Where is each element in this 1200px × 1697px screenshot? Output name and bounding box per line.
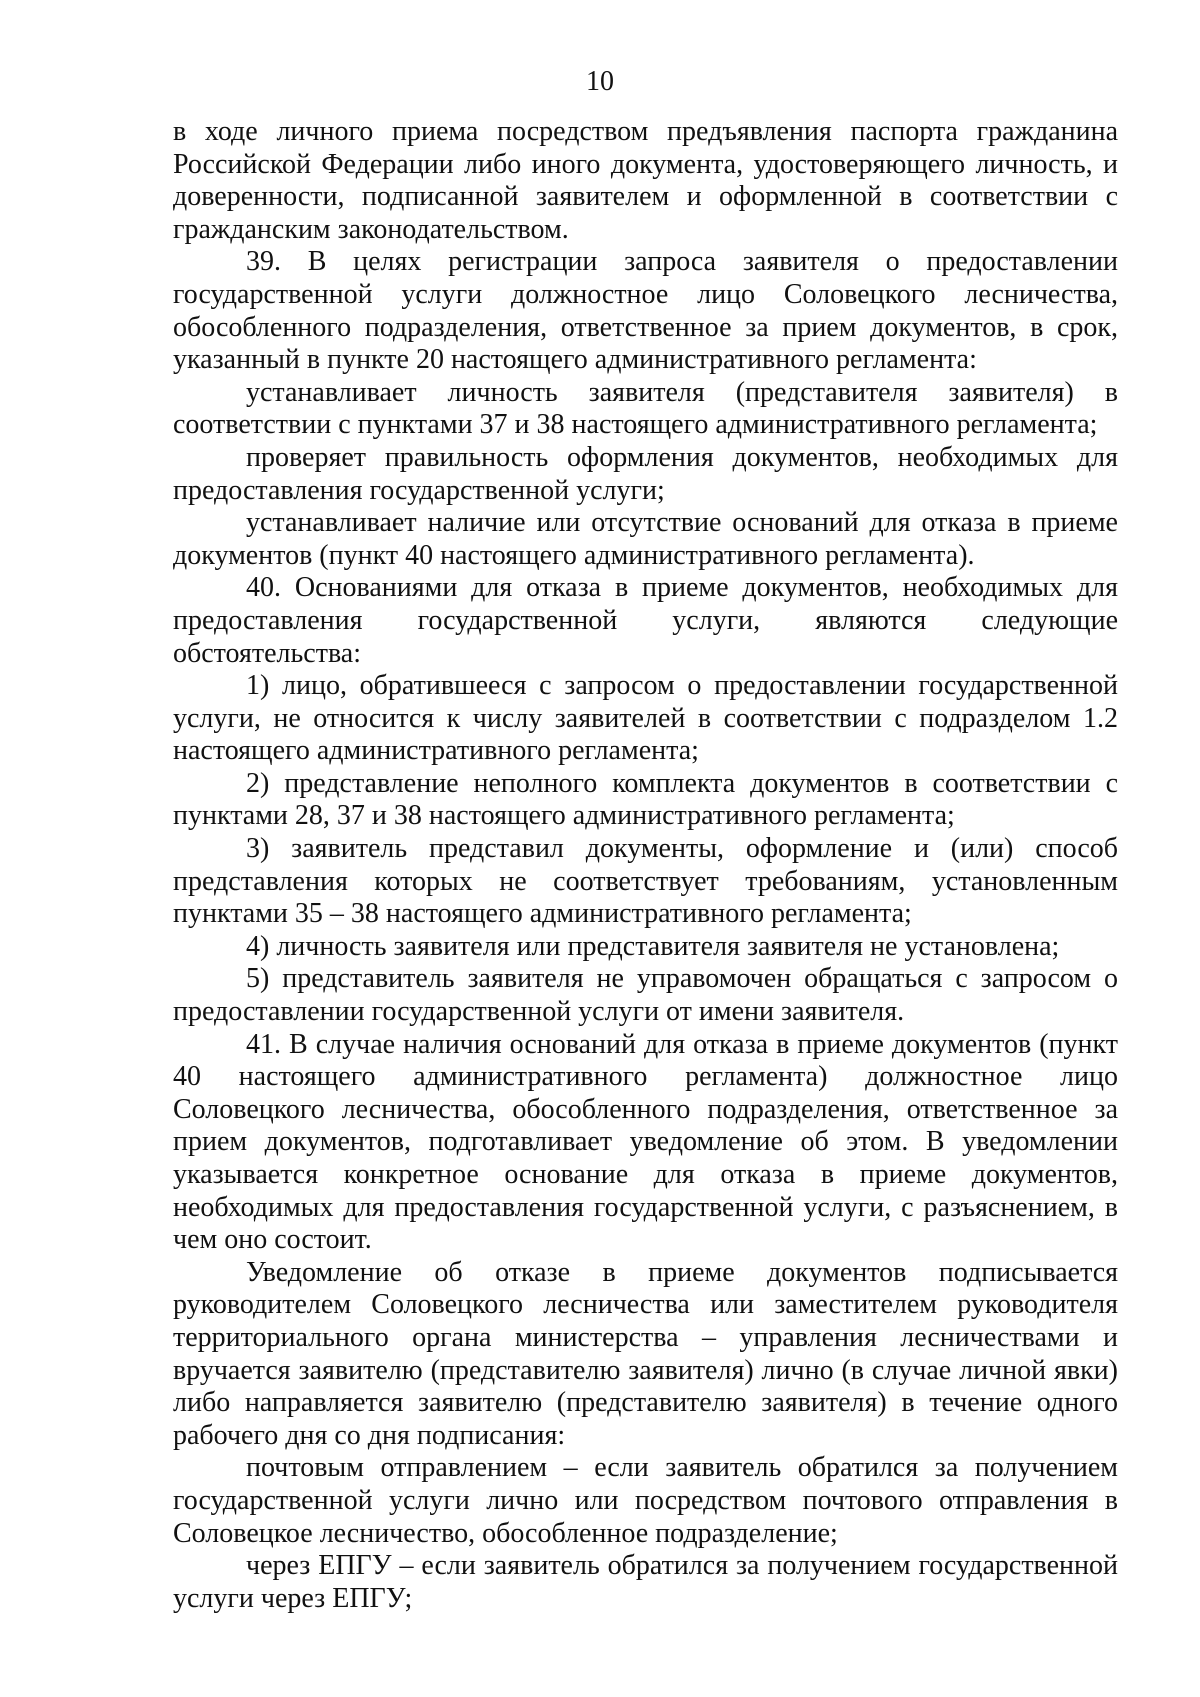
paragraph: через ЕПГУ – если заявитель обратился за получением государственной услуги через ЕПГУ; <box>173 1550 1118 1614</box>
paragraph: устанавливает наличие или отсутствие оснований для отказа в приеме документов (пункт 40 настоящего административного регламента). <box>173 507 1118 571</box>
paragraph: почтовым отправлением – если заявитель обратился за получением государственной услуги лично или посредством почтового отправления в Соловецкое лесничество, обособленное подразделение; <box>173 1452 1118 1549</box>
document-body <box>173 116 1118 1615</box>
paragraph: 1) лицо, обратившееся с запросом о предоставлении государственной услуги, не относится к числу заявителей в соответствии с подразделом 1.2 настоящего административного регламента; <box>173 670 1118 767</box>
paragraph: 40. Основаниями для отказа в приеме документов, необходимых для предоставления государственной услуги, являются следующие обстоятельства: <box>173 572 1118 669</box>
paragraph: в ходе личного приема посредством предъявления паспорта гражданина Российской Федерации либо иного документа, удостоверяющего личность, и доверенности, подписанной заявителем и оформленной в соответствии с гражданским законодательством. <box>173 116 1118 245</box>
paragraph: 41. В случае наличия оснований для отказа в приеме документов (пункт 40 настоящего административного регламента) должностное лицо Соловецкого лесничества, обособленного подразделения, ответственное за прием документов, подготавливает уведомление об этом. В уведомлении указывается конкретное основание для отказа в приеме документов, необходимых для предоставления государственной услуги, с разъяснением, в чем оно состоит. <box>173 1028 1118 1256</box>
paragraph: Уведомление об отказе в приеме документов подписывается руководителем Соловецкого лесничества или заместителем руководителя территориального органа министерства – управления лесничествами и вручается заявителю (представителю заявителя) лично (в случае личной явки) либо направляется заявителю (представителю заявителя) в течение одного рабочего дня со дня подписания: <box>173 1256 1118 1451</box>
paragraph: устанавливает личность заявителя (представителя заявителя) в соответствии с пунктами 37 и 38 настоящего административного регламента; <box>173 376 1118 441</box>
paragraph: 39. В целях регистрации запроса заявителя о предоставлении государственной услуги должностное лицо Соловецкого лесничества, обособленного подразделения, ответственное за прием документов, в срок, указанный в пункте 20 настоящего административного регламента: <box>173 246 1118 376</box>
paragraph: 2) представление неполного комплекта документов в соответствии с пунктами 28, 37 и 38 настоящего административного регламента; <box>173 767 1118 832</box>
paragraph: 5) представитель заявителя не управомочен обращаться с запросом о предоставлении государственной услуги от имени заявителя. <box>173 963 1118 1028</box>
page-number: 10 <box>586 66 614 97</box>
paragraph: проверяет правильность оформления документов, необходимых для предоставления государственной услуги; <box>173 441 1118 506</box>
paragraph: 4) личность заявителя или представителя заявителя не установлена; <box>246 930 1060 962</box>
paragraph: 3) заявитель представил документы, оформление и (или) способ представления которых не соответствует требованиям, установленным пунктами 35 – 38 настоящего административного регламента; <box>173 833 1118 930</box>
